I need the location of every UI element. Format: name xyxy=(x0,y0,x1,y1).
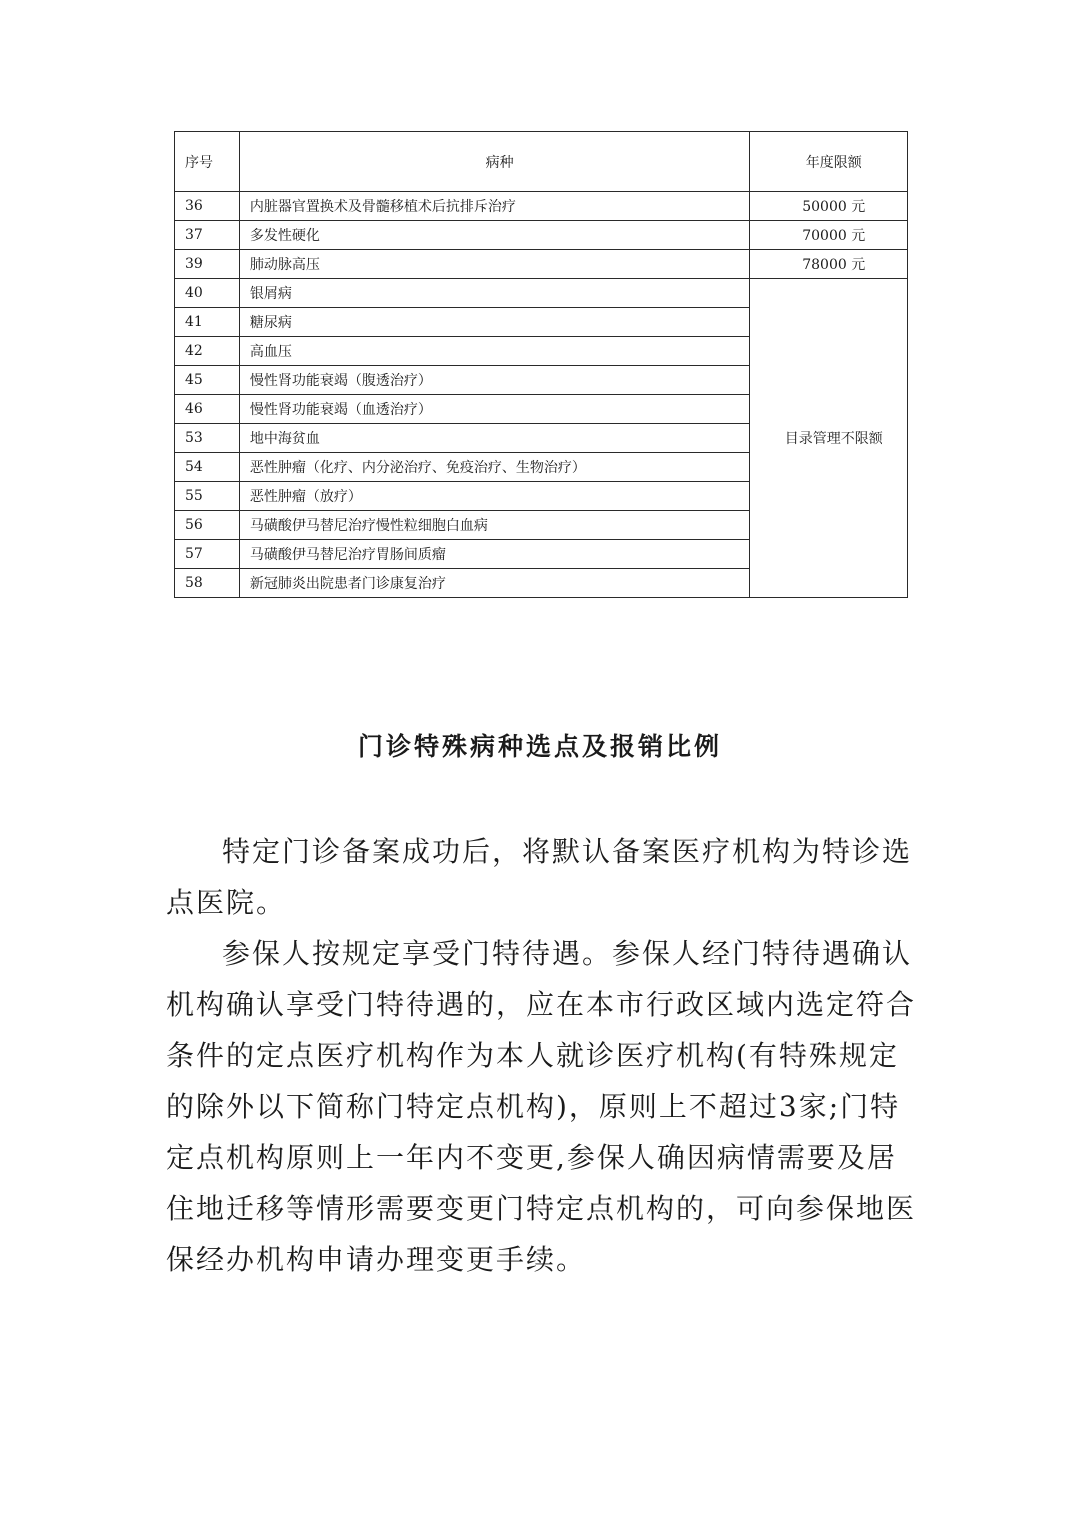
cell-disease: 内脏器官置换术及骨髓移植术后抗排斥治疗 xyxy=(239,192,750,221)
header-disease: 病种 xyxy=(239,132,750,192)
cell-limit-merged: 目录管理不限额 xyxy=(750,279,908,598)
cell-disease: 高血压 xyxy=(239,337,750,366)
cell-disease: 地中海贫血 xyxy=(239,424,750,453)
table-row xyxy=(175,221,908,250)
header-limit: 年度限额 xyxy=(750,132,908,192)
cell-no: 41 xyxy=(175,308,240,337)
cell-disease: 慢性肾功能衰竭（腹透治疗） xyxy=(239,366,750,395)
cell-no: 56 xyxy=(175,511,240,540)
cell-limit: 70000 元 xyxy=(750,221,908,250)
cell-disease: 多发性硬化 xyxy=(239,221,750,250)
section-title: 门诊特殊病种选点及报销比例 xyxy=(357,732,722,761)
cell-no: 39 xyxy=(175,250,240,279)
table-row xyxy=(175,279,908,308)
cell-no: 58 xyxy=(175,569,240,598)
disease-limit-table xyxy=(174,131,908,598)
cell-disease: 糖尿病 xyxy=(239,308,750,337)
cell-disease: 马磺酸伊马替尼治疗胃肠间质瘤 xyxy=(239,540,750,569)
cell-disease: 恶性肿瘤（放疗） xyxy=(239,482,750,511)
paragraph: 参保人按规定享受门特待遇。参保人经门特待遇确认机构确认享受门特待遇的，应在本市行政区域内选定符合条件的定点医疗机构作为本人就诊医疗机构(有特殊规定的除外以下简称门特定点机构)，原则上不超过3家;门特定点机构原则上一年内不变更,参保人确因病情需要及居住地迁移等情形需要变更门特定点机构的，可向参保地医保经办机构申请办理变更手续。 xyxy=(166,937,917,1276)
cell-disease: 新冠肺炎出院患者门诊康复治疗 xyxy=(239,569,750,598)
body-text xyxy=(166,826,918,1285)
paragraph: 特定门诊备案成功后，将默认备案医疗机构为特诊选点医院。 xyxy=(166,835,913,919)
cell-disease: 马磺酸伊马替尼治疗慢性粒细胞白血病 xyxy=(239,511,750,540)
cell-disease: 银屑病 xyxy=(239,279,750,308)
cell-no: 57 xyxy=(175,540,240,569)
cell-limit: 78000 元 xyxy=(750,250,908,279)
table-header-row xyxy=(175,132,908,192)
header-no: 序号 xyxy=(175,132,240,192)
cell-no: 54 xyxy=(175,453,240,482)
cell-disease: 恶性肿瘤（化疗、内分泌治疗、免疫治疗、生物治疗） xyxy=(239,453,750,482)
cell-no: 42 xyxy=(175,337,240,366)
table-row xyxy=(175,192,908,221)
cell-no: 53 xyxy=(175,424,240,453)
cell-no: 36 xyxy=(175,192,240,221)
cell-limit: 50000 元 xyxy=(750,192,908,221)
cell-no: 55 xyxy=(175,482,240,511)
cell-disease: 慢性肾功能衰竭（血透治疗） xyxy=(239,395,750,424)
table-row xyxy=(175,250,908,279)
cell-no: 40 xyxy=(175,279,240,308)
cell-no: 46 xyxy=(175,395,240,424)
cell-disease: 肺动脉高压 xyxy=(239,250,750,279)
cell-no: 45 xyxy=(175,366,240,395)
cell-no: 37 xyxy=(175,221,240,250)
